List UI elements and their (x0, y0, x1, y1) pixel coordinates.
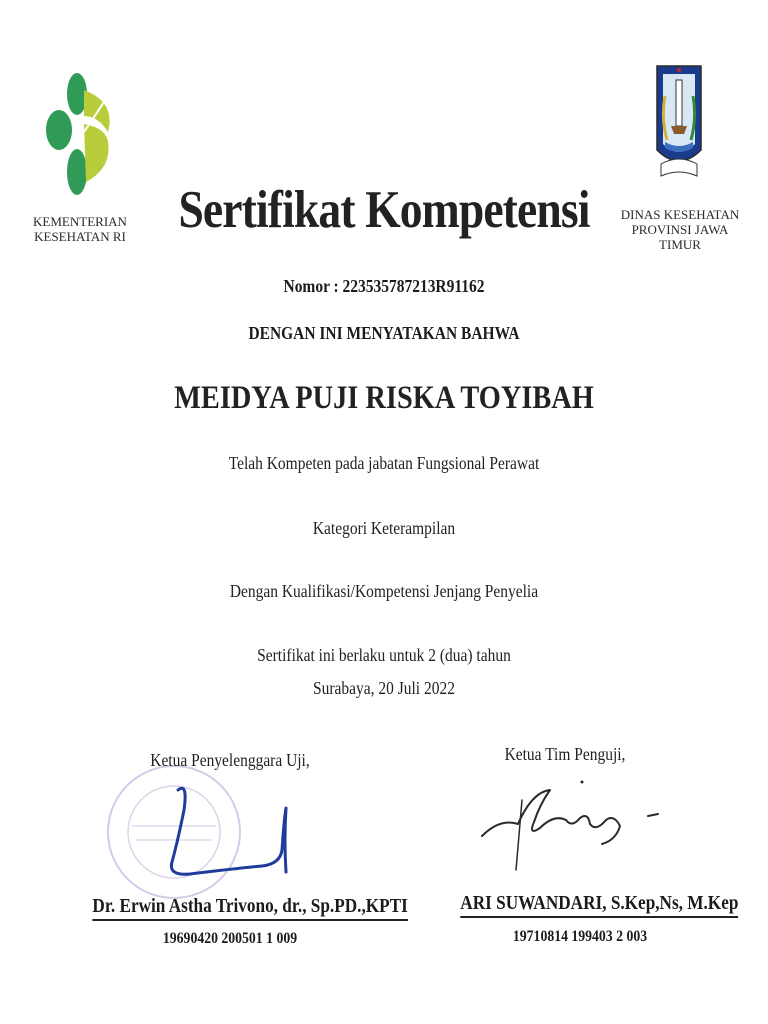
kategori-line: Kategori Keterampilan (312, 518, 456, 538)
right-org-line2: PROVINSI JAWA TIMUR (631, 222, 729, 252)
declaration-heading: DENGAN INI MENYATAKAN BAHWA (248, 323, 520, 343)
place-date: Surabaya, 20 Juli 2022 (313, 678, 455, 698)
kualifikasi-line: Dengan Kualifikasi/Kompetensi Jenjang Penyelia (229, 581, 539, 601)
right-signatory-role: Ketua Tim Penguji, (504, 744, 626, 764)
left-signatory-nip: 19690420 200501 1 009 (162, 930, 298, 947)
certificate-number: Nomor : 223535787213R91162 (283, 276, 485, 296)
left-org-line1: KEMENTERIAN (33, 214, 127, 229)
left-org-line2: KESEHATAN RI (34, 229, 126, 244)
recipient-name: MEIDYA PUJI RISKA TOYIBAH (174, 380, 594, 416)
left-signatory-name (70, 895, 408, 921)
right-org-line1: DINAS KESEHATAN (620, 207, 740, 222)
jawa-timur-emblem (653, 62, 705, 190)
validity-line: Sertifikat ini berlaku untuk 2 (dua) tahun (257, 645, 511, 665)
left-signatory-role: Ketua Penyelenggara Uji, (150, 750, 310, 770)
right-signatory-name-text: ARI SUWANDARI, S.Kep,Ns, M.Kep (460, 892, 738, 918)
right-signatory-name (440, 892, 739, 918)
kemenkes-logo (46, 72, 116, 197)
left-handwritten-signature (150, 780, 310, 890)
jabatan-line: Telah Kompeten pada jabatan Fungsional Perawat (228, 453, 540, 473)
right-signatory-nip: 19710814 199403 2 003 (512, 928, 648, 945)
left-signatory-name-text: Dr. Erwin Astha Trivono, dr., Sp.PD.,KPTI (92, 895, 407, 921)
certificate-title: Sertifikat Kompetensi (178, 181, 590, 239)
right-handwritten-signature (470, 770, 670, 880)
